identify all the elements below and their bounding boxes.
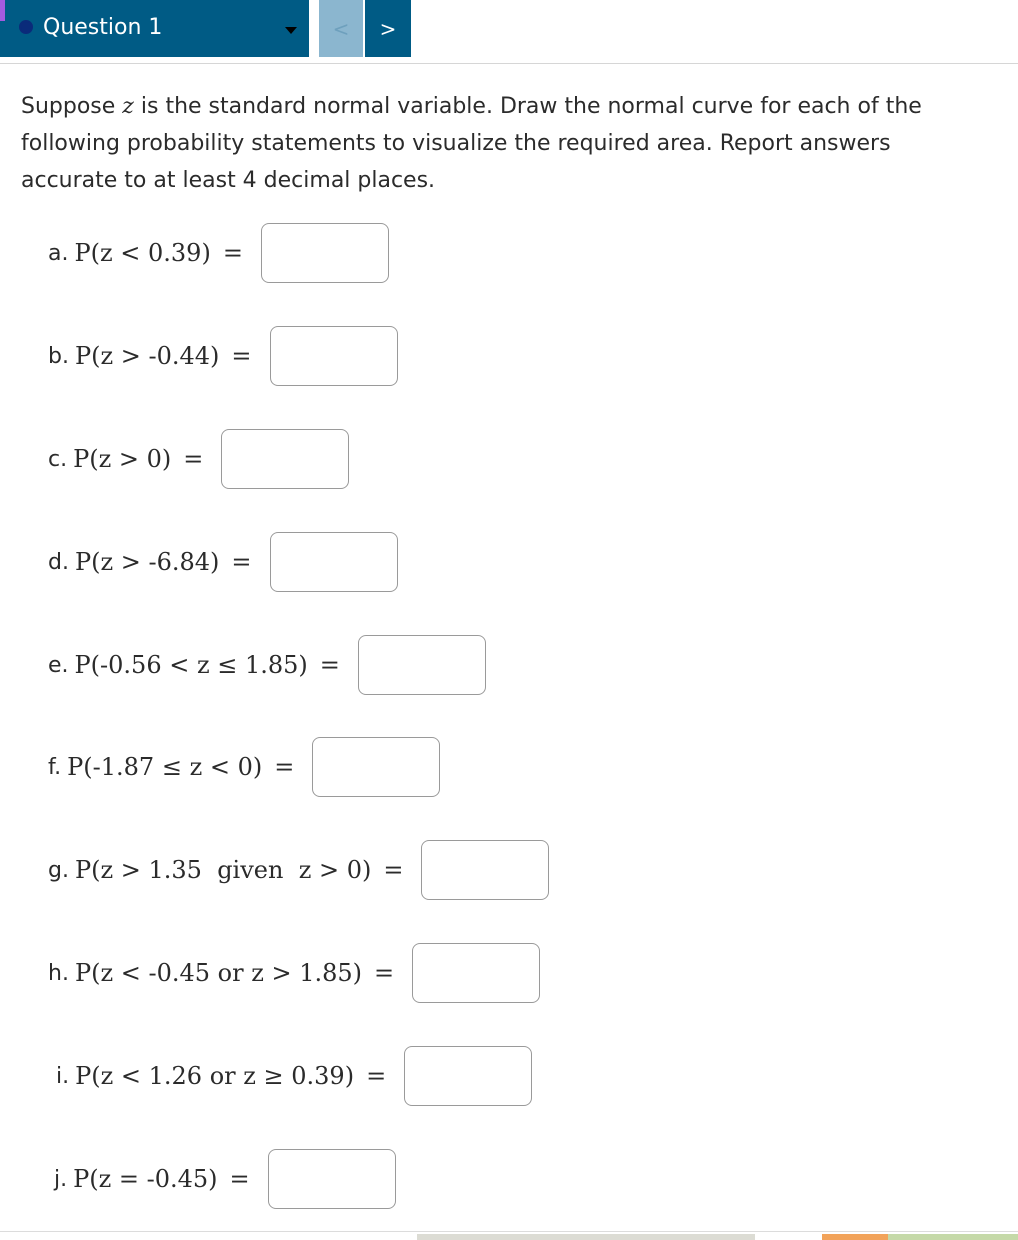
probability-expression: P(z < 0.39) [74, 239, 211, 267]
equals-sign: = [374, 959, 395, 987]
dropdown-caret-icon[interactable] [285, 27, 297, 34]
progress-segment-green [888, 1234, 1018, 1240]
progress-segment-orange [822, 1234, 888, 1240]
previous-question-button[interactable]: < [319, 0, 363, 57]
part-letter: a. [48, 240, 69, 266]
question-part-i [56, 1044, 532, 1108]
progress-segment-gray [417, 1234, 755, 1240]
part-letter: e. [48, 652, 69, 678]
part-letter: b. [48, 343, 69, 369]
part-letter: c. [48, 446, 68, 472]
probability-expression: P(z = -0.45) [73, 1165, 218, 1193]
question-part-a [48, 221, 389, 285]
question-status-dot-icon [19, 20, 33, 34]
equals-sign: = [274, 753, 295, 781]
equals-sign: = [231, 342, 252, 370]
probability-expression: P(-0.56 < z ≤ 1.85) [74, 651, 308, 679]
question-label: Question 1 [43, 15, 163, 40]
answer-input-b[interactable] [270, 326, 398, 386]
answer-input-h[interactable] [412, 943, 540, 1003]
question-selector[interactable] [0, 0, 309, 57]
part-letter: h. [48, 960, 69, 986]
question-part-f [48, 735, 440, 799]
header-divider [0, 63, 1018, 64]
question-part-g [48, 838, 549, 902]
probability-expression: P(z > -0.44) [74, 342, 220, 370]
answer-input-d[interactable] [270, 532, 398, 592]
intro-variable: z [122, 94, 134, 119]
equals-sign: = [229, 1165, 250, 1193]
equals-sign: = [366, 1062, 387, 1090]
answer-input-f[interactable] [312, 737, 440, 797]
equals-sign: = [183, 445, 204, 473]
equals-sign: = [319, 651, 340, 679]
equals-sign: = [222, 239, 243, 267]
probability-expression: P(z > 0) [73, 445, 172, 473]
part-letter: j. [54, 1166, 68, 1192]
answer-input-j[interactable] [268, 1149, 396, 1209]
next-question-button[interactable]: > [365, 0, 411, 57]
part-letter: d. [48, 549, 69, 575]
part-letter: i. [56, 1063, 70, 1089]
answer-input-g[interactable] [421, 840, 549, 900]
footer-divider [0, 1231, 1018, 1232]
answer-input-c[interactable] [221, 429, 349, 489]
question-part-j [54, 1147, 396, 1211]
question-instructions [21, 88, 981, 199]
intro-text-start: Suppose [21, 94, 123, 119]
probability-expression: P(z > 1.35 given z > 0) [74, 856, 372, 884]
answer-input-i[interactable] [404, 1046, 532, 1106]
question-part-d [48, 530, 398, 594]
probability-expression: P(z < 1.26 or z ≥ 0.39) [75, 1062, 355, 1090]
question-accent-bar [0, 0, 5, 21]
answer-input-a[interactable] [261, 223, 389, 283]
intro-text-end: is the standard normal variable. Draw the normal curve for each of the following probability statements to visualize the required area. Report answers accurate to at least 4 decimal places. [21, 94, 922, 193]
question-part-h [48, 941, 540, 1005]
question-part-c [48, 427, 349, 491]
question-part-b [48, 324, 398, 388]
probability-expression: P(z < -0.45 or z > 1.85) [74, 959, 362, 987]
question-part-e [48, 633, 486, 697]
probability-expression: P(z > -6.84) [74, 548, 220, 576]
equals-sign: = [231, 548, 252, 576]
question-header [0, 0, 1018, 58]
answer-input-e[interactable] [358, 635, 486, 695]
part-letter: f. [48, 754, 62, 780]
equals-sign: = [383, 856, 404, 884]
part-letter: g. [48, 857, 69, 883]
probability-expression: P(-1.87 ≤ z < 0) [67, 753, 263, 781]
